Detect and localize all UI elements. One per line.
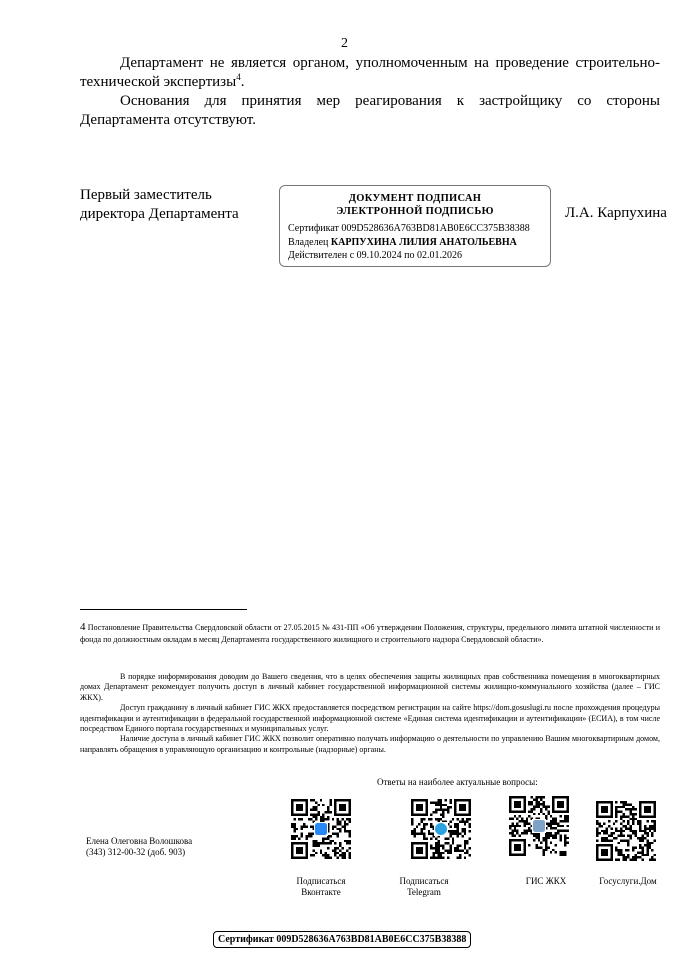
- stamp-cert-value: 009D528636A763BD81AB0E6CC375B38388: [341, 223, 530, 234]
- qr-svg-gosuslugi: [596, 801, 656, 861]
- paragraph-grounds: [80, 92, 660, 129]
- stamp-cert-label: Сертификат: [288, 223, 339, 234]
- electronic-signature-stamp: [279, 185, 551, 267]
- signer-title: [80, 186, 239, 224]
- qr-label-telegram: [386, 876, 462, 898]
- gis-icon: [533, 820, 545, 832]
- paragraph-expertise-text: Департамент не является органом, уполномоченным на проведение строительно- технической экспертизы: [80, 55, 660, 90]
- stamp-heading-line1: ДОКУМЕНТ ПОДПИСАН: [348, 193, 482, 204]
- qr-code-telegram[interactable]: [411, 799, 471, 859]
- signer-title-line1: Первый заместитель: [80, 187, 212, 203]
- signer-title-line2: директора Департамента: [80, 206, 239, 222]
- page-number: 2: [341, 36, 348, 51]
- stamp-validity: Действителен с 09.10.2024 по 02.01.2026: [288, 250, 462, 261]
- gis-info-block: [80, 672, 660, 755]
- paragraph-expertise: [80, 54, 660, 91]
- qr-label-vk-line2: Вконтакте: [301, 887, 341, 897]
- qr-svg-gis: [509, 796, 569, 856]
- stamp-owner-label: Владелец: [288, 236, 329, 248]
- signer-name: Л.А. Карпухина: [565, 205, 667, 221]
- qr-label-gosuslugi-line1: Госуслуги.Дом: [599, 876, 657, 886]
- contact-person: [86, 836, 192, 858]
- paragraph-grounds-text: Основания для принятия мер реагирования к застройщику со стороны Департамента отсутствуют.: [80, 93, 660, 128]
- vk-icon: [315, 823, 327, 835]
- stamp-owner: [288, 236, 542, 250]
- footer-certificate: Сертификат 009D528636A763BD81AB0E6CC375B38388: [213, 931, 471, 948]
- qr-code-gis[interactable]: [509, 796, 569, 856]
- qr-label-telegram-line2: Telegram: [407, 887, 441, 897]
- info-paragraph-3: Наличие доступа в личный кабинет ГИС ЖКХ позволит оперативно получать информацию о деятельности по управлению Вашим многоквартирным домом, направлять обращения в управляющую организацию и контрольные (надзорные) органы.: [80, 734, 660, 754]
- contact-name: Елена Олеговна Волошкова: [86, 836, 193, 846]
- footnote-ref[interactable]: 4: [236, 71, 241, 82]
- footnote-number: 4: [80, 621, 86, 633]
- qr-label-gis-line1: ГИС ЖКХ: [525, 876, 567, 886]
- qr-modules: [596, 801, 656, 861]
- qr-label-gis: [508, 876, 584, 887]
- contact-phone: (343) 312-00-32 (доб. 903): [86, 847, 186, 857]
- info-paragraph-1: В порядке информирования доводим до Вашего сведения, что в целях обеспечения защиты жилищных прав собственника помещения в многоквартирных домах Департамент рекомендует получить доступ в личный кабинет государственной информационной системы жилищно-коммунального хозяйства (далее – ГИС ЖКХ).: [80, 672, 660, 702]
- info-paragraph-2: Доступ гражданину в личный кабинет ГИС ЖКХ предоставляется посредством регистрации на сайте https://dom.gosuslugi.ru после прохождения процедуры идентификации и аутентификации в федеральной государственной информационной системе «Единая система идентификации и аутентификации» (ЕСИА), в том числе посредством Единого портала государственных и муниципальных услуг.: [80, 703, 660, 734]
- footnote-text: Постановление Правительства Свердловской области от 27.05.2015 № 431-ПП «Об утверждении Положения, структуры, предельного лимита штатной численности и фонда по должностным окладам в месяц Департамента государственного жилищного и строительного надзора Свердловской области».: [80, 623, 660, 644]
- footnote: [80, 621, 660, 646]
- answers-label: Ответы на наиболее актуальные вопросы:: [377, 777, 538, 787]
- qr-svg-vk: [291, 799, 351, 859]
- footnote-divider: [80, 609, 247, 610]
- stamp-owner-value: КАРПУХИНА ЛИЛИЯ АНАТОЛЬЕВНА: [330, 236, 517, 248]
- stamp-certificate: [288, 222, 542, 236]
- qr-label-vk: [283, 876, 359, 898]
- qr-code-vk[interactable]: [291, 799, 351, 859]
- stamp-heading-line2: ЭЛЕКТРОННОЙ ПОДПИСЬЮ: [336, 206, 494, 217]
- telegram-icon: [435, 823, 447, 835]
- paragraph-expertise-end: .: [240, 73, 245, 90]
- qr-label-vk-line1: Подписаться: [296, 876, 346, 886]
- qr-svg-telegram: [411, 799, 471, 859]
- qr-label-gosuslugi: [590, 876, 666, 887]
- qr-label-telegram-line1: Подписаться: [399, 876, 449, 886]
- qr-code-gosuslugi[interactable]: [596, 801, 656, 861]
